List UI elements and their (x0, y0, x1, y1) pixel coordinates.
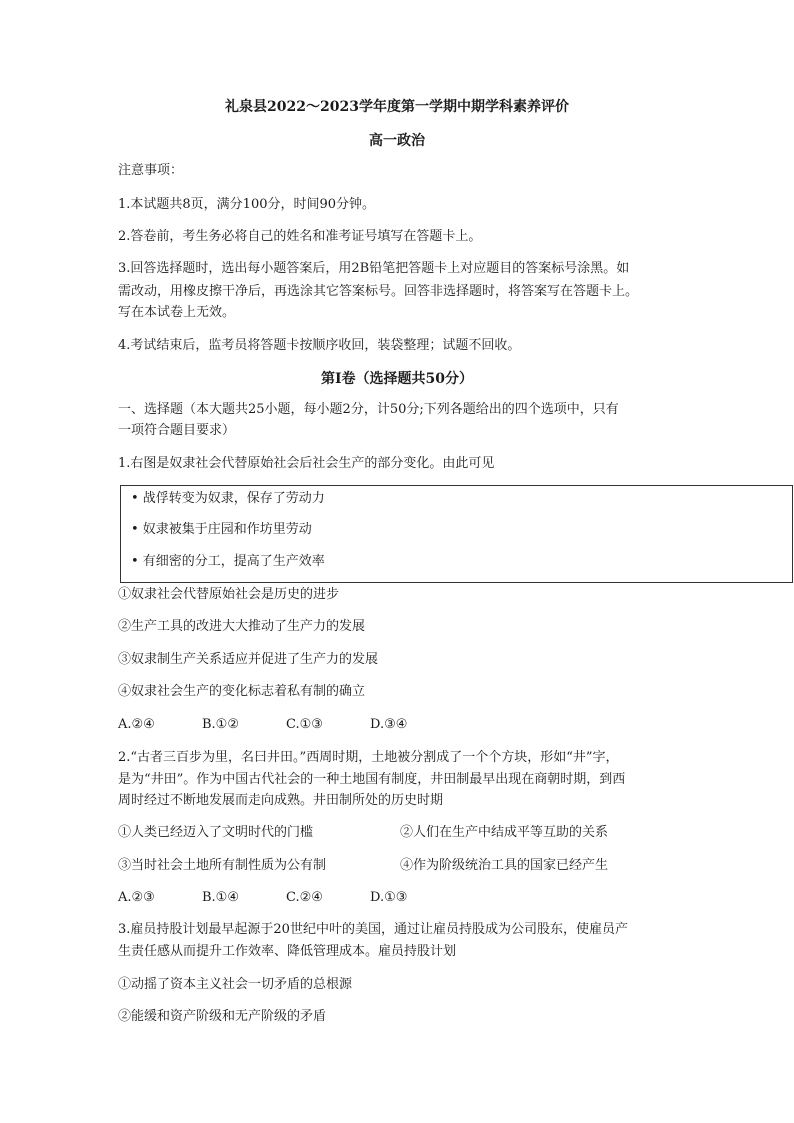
notice-heading: 注意事项： (118, 163, 184, 178)
question-1-options (118, 716, 407, 734)
question-2-statement: ④作为阶级统治工具的国家已经产生 (400, 858, 609, 873)
option-d: D.①③ (370, 890, 408, 905)
question-2-options (118, 889, 407, 907)
notice-item: 1.本试题共8页，满分100分，时间90分钟。 (118, 197, 376, 212)
section-instructions: 一、选择题（本大题共25小题，每小题2分，计50分;下列各题给出的四个选项中，只有 (118, 402, 619, 417)
notice-item: 3.回答选择题时，选出每小题答案后，用2B铅笔把答题卡上对应题目的答案标号涂黑。如 (118, 261, 630, 276)
option-a: A.②④ (118, 717, 155, 732)
question-2-stem: 是为“井田”。作为中国古代社会的一种土地国有制度，井田制最早出现在商朝时期，到西 (118, 772, 626, 787)
question-1-statement: ④奴隶社会生产的变化标志着私有制的确立 (118, 684, 366, 699)
question-2-statement: ①人类已经迈入了文明时代的门槛 (118, 825, 314, 840)
question-2-stem: 2.“古者三百步为里，名曰井田。”西周时期，土地被分割成了一个个方块，形如“井”字， (118, 750, 619, 765)
option-d: D.③④ (370, 717, 408, 732)
question-3-stem: 生责任感从而提升工作效率、降低管理成本。雇员持股计划 (118, 944, 457, 959)
question-1-figure-box (120, 485, 793, 583)
option-c: C.①③ (286, 717, 323, 732)
section-instructions: 一项符合题目要求） (118, 423, 236, 438)
figure-bullet-item: • 有细密的分工，提高了生产效率 (131, 554, 325, 569)
question-3-statement: ①动摇了资本主义社会一切矛盾的总根源 (118, 977, 353, 992)
question-1-statement: ②生产工具的改进大大推动了生产力的发展 (118, 619, 366, 634)
exam-subject: 高一政治 (369, 133, 425, 149)
question-1-statement: ③奴隶制生产关系适应并促进了生产力的发展 (118, 652, 379, 667)
question-1-statement: ①奴隶社会代替原始社会是历史的进步 (118, 587, 340, 602)
question-2-statement: ③当时社会土地所有制性质为公有制 (118, 858, 327, 873)
exam-title: 礼泉县2022～2023学年度第一学期中期学科素养评价 (225, 99, 569, 115)
option-a: A.②③ (118, 890, 155, 905)
question-1-stem: 1.右图是奴隶社会代替原始社会后社会生产的部分变化。由此可见 (118, 456, 495, 471)
notice-item: 写在本试卷上无效。 (118, 305, 236, 320)
notice-item: 2.答卷前，考生务必将自己的姓名和准考证号填写在答题卡上。 (118, 229, 482, 244)
question-3-statement: ②能缓和资产阶级和无产阶级的矛盾 (118, 1009, 327, 1024)
question-2-stem: 周时经过不断地发展而走向成熟。井田制所处的历史时期 (118, 793, 444, 808)
figure-bullet-item: • 奴隶被集于庄园和作坊里劳动 (131, 522, 312, 537)
notice-item: 4.考试结束后，监考员将答题卡按顺序收回，装袋整理；试题不回收。 (118, 338, 521, 353)
figure-bullet-item: • 战俘转变为奴隶，保存了劳动力 (131, 491, 325, 506)
section-title: 第Ⅰ卷（选择题共50分） (320, 371, 474, 387)
question-3-stem: 3.雇员持股计划最早起源于20世纪中叶的美国，通过让雇员持股成为公司股东，使雇员产 (118, 922, 628, 937)
option-b: B.①④ (202, 890, 239, 905)
notice-item: 需改动，用橡皮擦干净后，再选涂其它答案标号。回答非选择题时，将答案写在答题卡上。 (118, 284, 639, 299)
question-2-statement: ②人们在生产中结成平等互助的关系 (400, 825, 609, 840)
option-b: B.①② (202, 717, 239, 732)
option-c: C.②④ (286, 890, 323, 905)
